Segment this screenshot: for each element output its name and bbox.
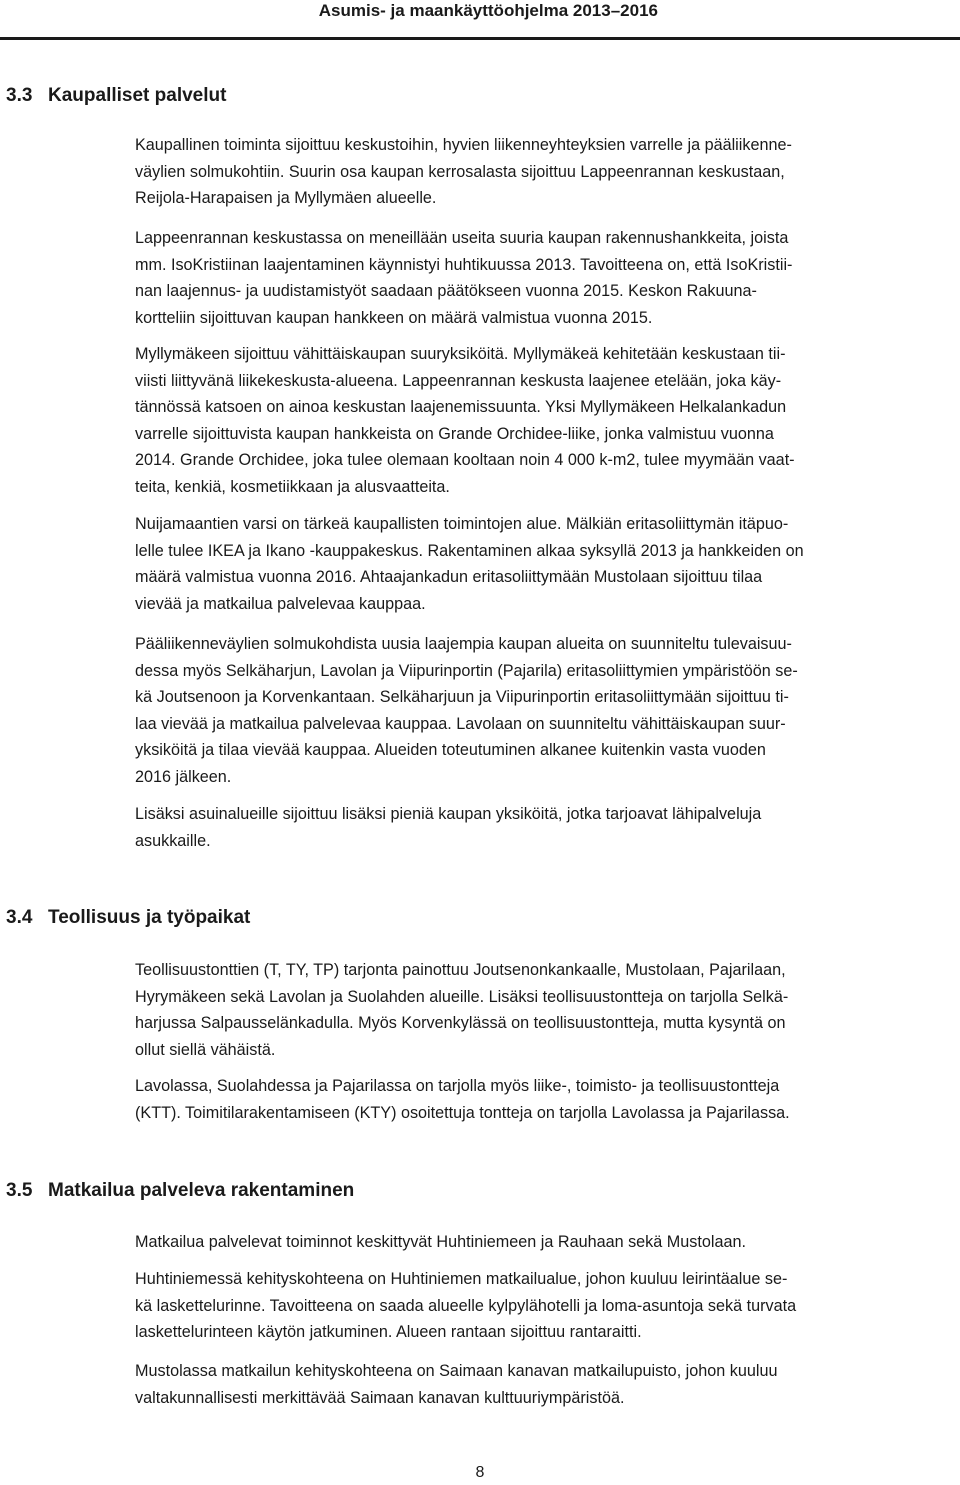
paragraph bbox=[135, 1229, 950, 1256]
text-line: Pääliikenneväylien solmukohdista uusia laajempia kaupan alueita on suunniteltu tulevaisuu- bbox=[135, 635, 792, 653]
text-line: määrä valmistua vuonna 2016. Ahtaajankadun eritasoliittymään Mustolaan sijoittuu tilaa bbox=[135, 568, 763, 587]
text-line: Nuijamaantien varsi on tärkeä kaupallisten toimintojen alue. Mälkiän eritasoliittymän itäpuo- bbox=[135, 515, 789, 533]
paragraph bbox=[135, 1073, 950, 1126]
text-line: ollut siellä vähäistä. bbox=[135, 1040, 276, 1059]
text-line: 2016 jälkeen. bbox=[135, 767, 232, 786]
text-line: harjussa Salpausselänkadulla. Myös Korvenkylässä on teollisuustontteja, mutta kysyntä on bbox=[135, 1014, 786, 1033]
page-number: 8 bbox=[475, 1464, 485, 1481]
section-heading bbox=[6, 1179, 354, 1203]
text-line: kä Joutsenoon ja Korvenkantaan. Selkäharjuun ja Viipurinportin eritasoliittymään sijoittuu ti- bbox=[135, 688, 789, 707]
section-heading bbox=[6, 84, 226, 108]
section-number: 3.5 bbox=[6, 1180, 33, 1201]
text-line: nan laajennus- ja uudistamistyöt saadaan päätökseen vuonna 2015. Keskon Rakuuna- bbox=[135, 282, 757, 301]
paragraph bbox=[135, 341, 950, 501]
section-title: Teollisuus ja työpaikat bbox=[48, 907, 251, 928]
paragraph bbox=[135, 631, 950, 791]
section-heading bbox=[6, 906, 250, 930]
paragraph bbox=[135, 801, 950, 854]
text-line: lelle tulee IKEA ja Ikano -kauppakeskus. Rakentaminen alkaa syksyllä 2013 ja hankkeiden on bbox=[135, 541, 804, 560]
text-line: Lavolassa, Suolahdessa ja Pajarilassa on tarjolla myös liike-, toimisto- ja teollisuustontteja bbox=[135, 1077, 780, 1095]
text-line: Huhtiniemessä kehityskohteena on Huhtiniemen matkailualue, johon kuuluu leirintäalue se- bbox=[135, 1270, 788, 1288]
text-line: Matkailua palvelevat toiminnot keskittyvät Huhtiniemeen ja Rauhaan sekä Mustolaan. bbox=[135, 1233, 746, 1251]
section-title: Kaupalliset palvelut bbox=[48, 85, 227, 106]
text-line: asukkaille. bbox=[135, 831, 211, 850]
text-line: kä laskettelurinne. Tavoitteena on saada alueelle kylpylähotelli ja loma-asuntoja sekä turvata bbox=[135, 1296, 797, 1315]
header-rule bbox=[0, 37, 960, 40]
text-line: vievää ja matkailua palvelevaa kauppaa. bbox=[135, 594, 426, 613]
text-line: mm. IsoKristiinan laajentaminen käynnistyi huhtikuussa 2013. Tavoitteena on, että IsoKristii- bbox=[135, 255, 793, 274]
text-line: varrelle sijoittuvista kaupan hankkeista on Grande Orchidee-liike, jonka valmistuu vuonna bbox=[135, 424, 774, 443]
text-line: Lisäksi asuinalueille sijoittuu lisäksi pieniä kaupan yksiköitä, jotka tarjoavat lähipalveluja bbox=[135, 805, 762, 823]
paragraph bbox=[135, 1358, 950, 1411]
text-line: Hyrymäkeen sekä Lavolan ja Suolahden alueille. Lisäksi teollisuustontteja on tarjolla Selkä- bbox=[135, 987, 789, 1006]
text-line: laa vievää ja matkailua palvelevaa kauppaa. Lavolaan on suunniteltu vähittäiskaupan suur- bbox=[135, 714, 786, 733]
text-line: dessa myös Selkäharjun, Lavolan ja Viipurinportin (Pajarila) eritasoliittymien ympäristöön se- bbox=[135, 661, 798, 680]
paragraph bbox=[135, 225, 950, 331]
text-line: teita, kenkiä, kosmetiikkaan ja alusvaatteita. bbox=[135, 477, 450, 496]
text-line: Lappeenrannan keskustassa on meneillään useita suuria kaupan rakennushankkeita, joista bbox=[135, 229, 789, 247]
running-header-title: Asumis- ja maankäyttöohjelma 2013–2016 bbox=[318, 1, 658, 20]
section-number: 3.4 bbox=[6, 907, 33, 928]
text-line: Myllymäkeen sijoittuu vähittäiskaupan suuryksiköitä. Myllymäkeä kehitetään keskustaan tii- bbox=[135, 345, 786, 363]
text-line: väylien solmukohtiin. Suurin osa kaupan kerrosalasta sijoittuu Lappeenrannan keskustaan, bbox=[135, 162, 785, 181]
paragraph bbox=[135, 957, 950, 1063]
text-line: yksiköitä ja tilaa vievää kauppaa. Alueiden toteutuminen alkanee kuitenkin vasta vuoden bbox=[135, 741, 766, 760]
text-line: kortteliin sijoittuvan kaupan hankkeen on määrä valmistua vuonna 2015. bbox=[135, 308, 653, 327]
text-line: 2014. Grande Orchidee, joka tulee olemaan kooltaan noin 4 000 k-m2, tulee myymään vaat- bbox=[135, 451, 795, 470]
text-line: viisti liittyvänä liikekeskusta-alueena. Lappeenrannan keskusta laajenee etelään, joka käy- bbox=[135, 371, 782, 390]
text-line: tännössä katsoen on ainoa keskustan laajenemissuunta. Yksi Myllymäkeen Helkalankadun bbox=[135, 398, 787, 417]
text-line: Mustolassa matkailun kehityskohteena on Saimaan kanavan matkailupuisto, johon kuuluu bbox=[135, 1362, 778, 1380]
paragraph bbox=[135, 1266, 950, 1346]
text-line: Teollisuustonttien (T, TY, TP) tarjonta painottuu Joutsenonkankaalle, Mustolaan, Pajarilaan, bbox=[135, 961, 786, 979]
section-title: Matkailua palveleva rakentaminen bbox=[48, 1180, 355, 1201]
text-line: Reijola-Harapaisen ja Myllymäen alueelle. bbox=[135, 189, 437, 208]
paragraph bbox=[135, 511, 950, 617]
text-line: (KTT). Toimitilarakentamiseen (KTY) osoitettuja tontteja on tarjolla Lavolassa ja Pajarilassa. bbox=[135, 1103, 790, 1122]
section-number: 3.3 bbox=[6, 85, 33, 106]
text-line: laskettelurinteen käytön jatkuminen. Alueen rantaan sijoittuu rantaraitti. bbox=[135, 1323, 642, 1342]
paragraph bbox=[135, 132, 950, 212]
text-line: valtakunnallisesti merkittävää Saimaan kanavan kulttuuriympäristöä. bbox=[135, 1388, 625, 1407]
text-line: Kaupallinen toiminta sijoittuu keskustoihin, hyvien liikenneyhteyksien varrelle ja pääliikenne- bbox=[135, 136, 792, 154]
